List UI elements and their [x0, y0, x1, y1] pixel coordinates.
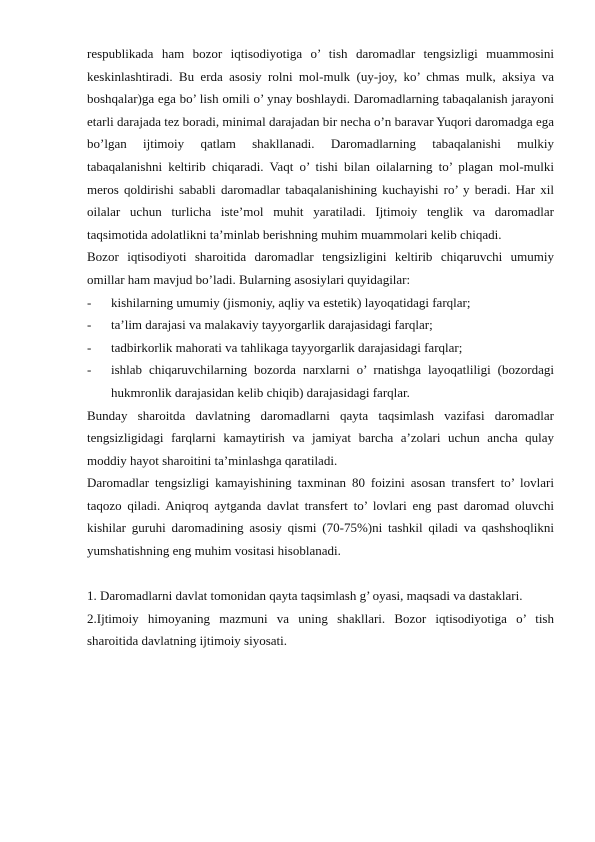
list-item-text: tadbirkorlik mahorati va tahlikaga tayyorgarlik darajasidagi farqlar;: [111, 339, 463, 355]
list-item-text: ishlab chiqaruvchilarning bozorda narxlarni o’ rnatishga layoqatliligi (bozordagi hukmronlik darajasidan kelib chiqib) darajasidagi farqlar.: [111, 362, 554, 400]
list-item: [87, 337, 554, 360]
question-item: 1. Daromadlarni davlat tomonidan qayta taqsimlash g’ oyasi, maqsadi va dastaklari.: [87, 588, 523, 604]
list-dash: -: [87, 362, 92, 378]
body-paragraph: Daromadlar tengsizligi kamayishining taxminan 80 foizini asosan transfert to’ lovlari taqozo qiladi. Aniqroq aytganda davlat transfert to’ lovlari eng past daromad oluvchi kishilar guruhi daromadining asosiy qismi (70-75%)ni tashkil qiladi va qashshoqlikni yumshatishning eng muhim vositasi hisoblanadi.: [87, 475, 554, 559]
body-paragraph: Bunday sharoitda davlatning daromadlarni qayta taqsimlash vazifasi daromadlar tengsizligidagi farqlarni kamaytirish va jamiyat barcha a’zolari uchun ancha qulay moddiy hayot sharoitini ta’minlashga qaratiladi.: [87, 407, 554, 468]
question-item: 2.Ijtimoiy himoyaning mazmuni va uning shakllari. Bozor iqtisodiyotiga o’ tish sharoitida davlatning ijtimoiy siyosati.: [87, 610, 554, 649]
document-page: [87, 43, 554, 653]
list-dash: -: [87, 294, 92, 310]
list-dash: -: [87, 317, 92, 333]
list-item: [87, 314, 554, 337]
body-paragraph: Bozor iqtisodiyoti sharoitida daromadlar tengsizligini keltirib chiqaruvchi umumiy omillar ham mavjud bo’ladi. Bularning asosiylari quyidagilar:: [87, 249, 554, 287]
list-item: [87, 292, 554, 315]
list-item-text: ta’lim darajasi va malakaviy tayyorgarlik darajasidagi farqlar;: [111, 317, 433, 333]
list-item: [87, 359, 554, 404]
list-dash: -: [87, 339, 92, 355]
list-item-text: kishilarning umumiy (jismoniy, aqliy va estetik) layoqatidagi farqlar;: [111, 294, 471, 310]
body-paragraph: respublikada ham bozor iqtisodiyotiga o’ tish daromadlar tengsizligi muammosini keskinlashtiradi. Bu erda asosiy rolni mol-mulk (uy-joy, ko’ chmas mulk, aksiya va boshqalar)ga ega bo’ lish omili o’ ynay boshlaydi. Daromadlarning tabaqalanish jarayoni etarli darajada tez boradi, minimal darajadan bir necha o’n baravar Yuqori daromadga ega bo’lgan ijtimoiy qatlam shakllanadi. Daromadlarning tabaqalanishi mulkiy tabaqalanishni keltirib chiqaradi. Vaqt o’ tishi bilan oilalarning to’ plagan mol-mulki meros qoldirishi sababli daromadlar tabaqalanishining kuchayishi ro’ y beradi. Har xil oilalar uchun turlicha iste’mol muhit yaratiladi. Ijtimoiy tenglik va daromadlar taqsimotida adolatlikni ta’minlab berishning muhim muammolari kelib chiqadi.: [87, 46, 554, 242]
blank-line: [87, 563, 554, 586]
